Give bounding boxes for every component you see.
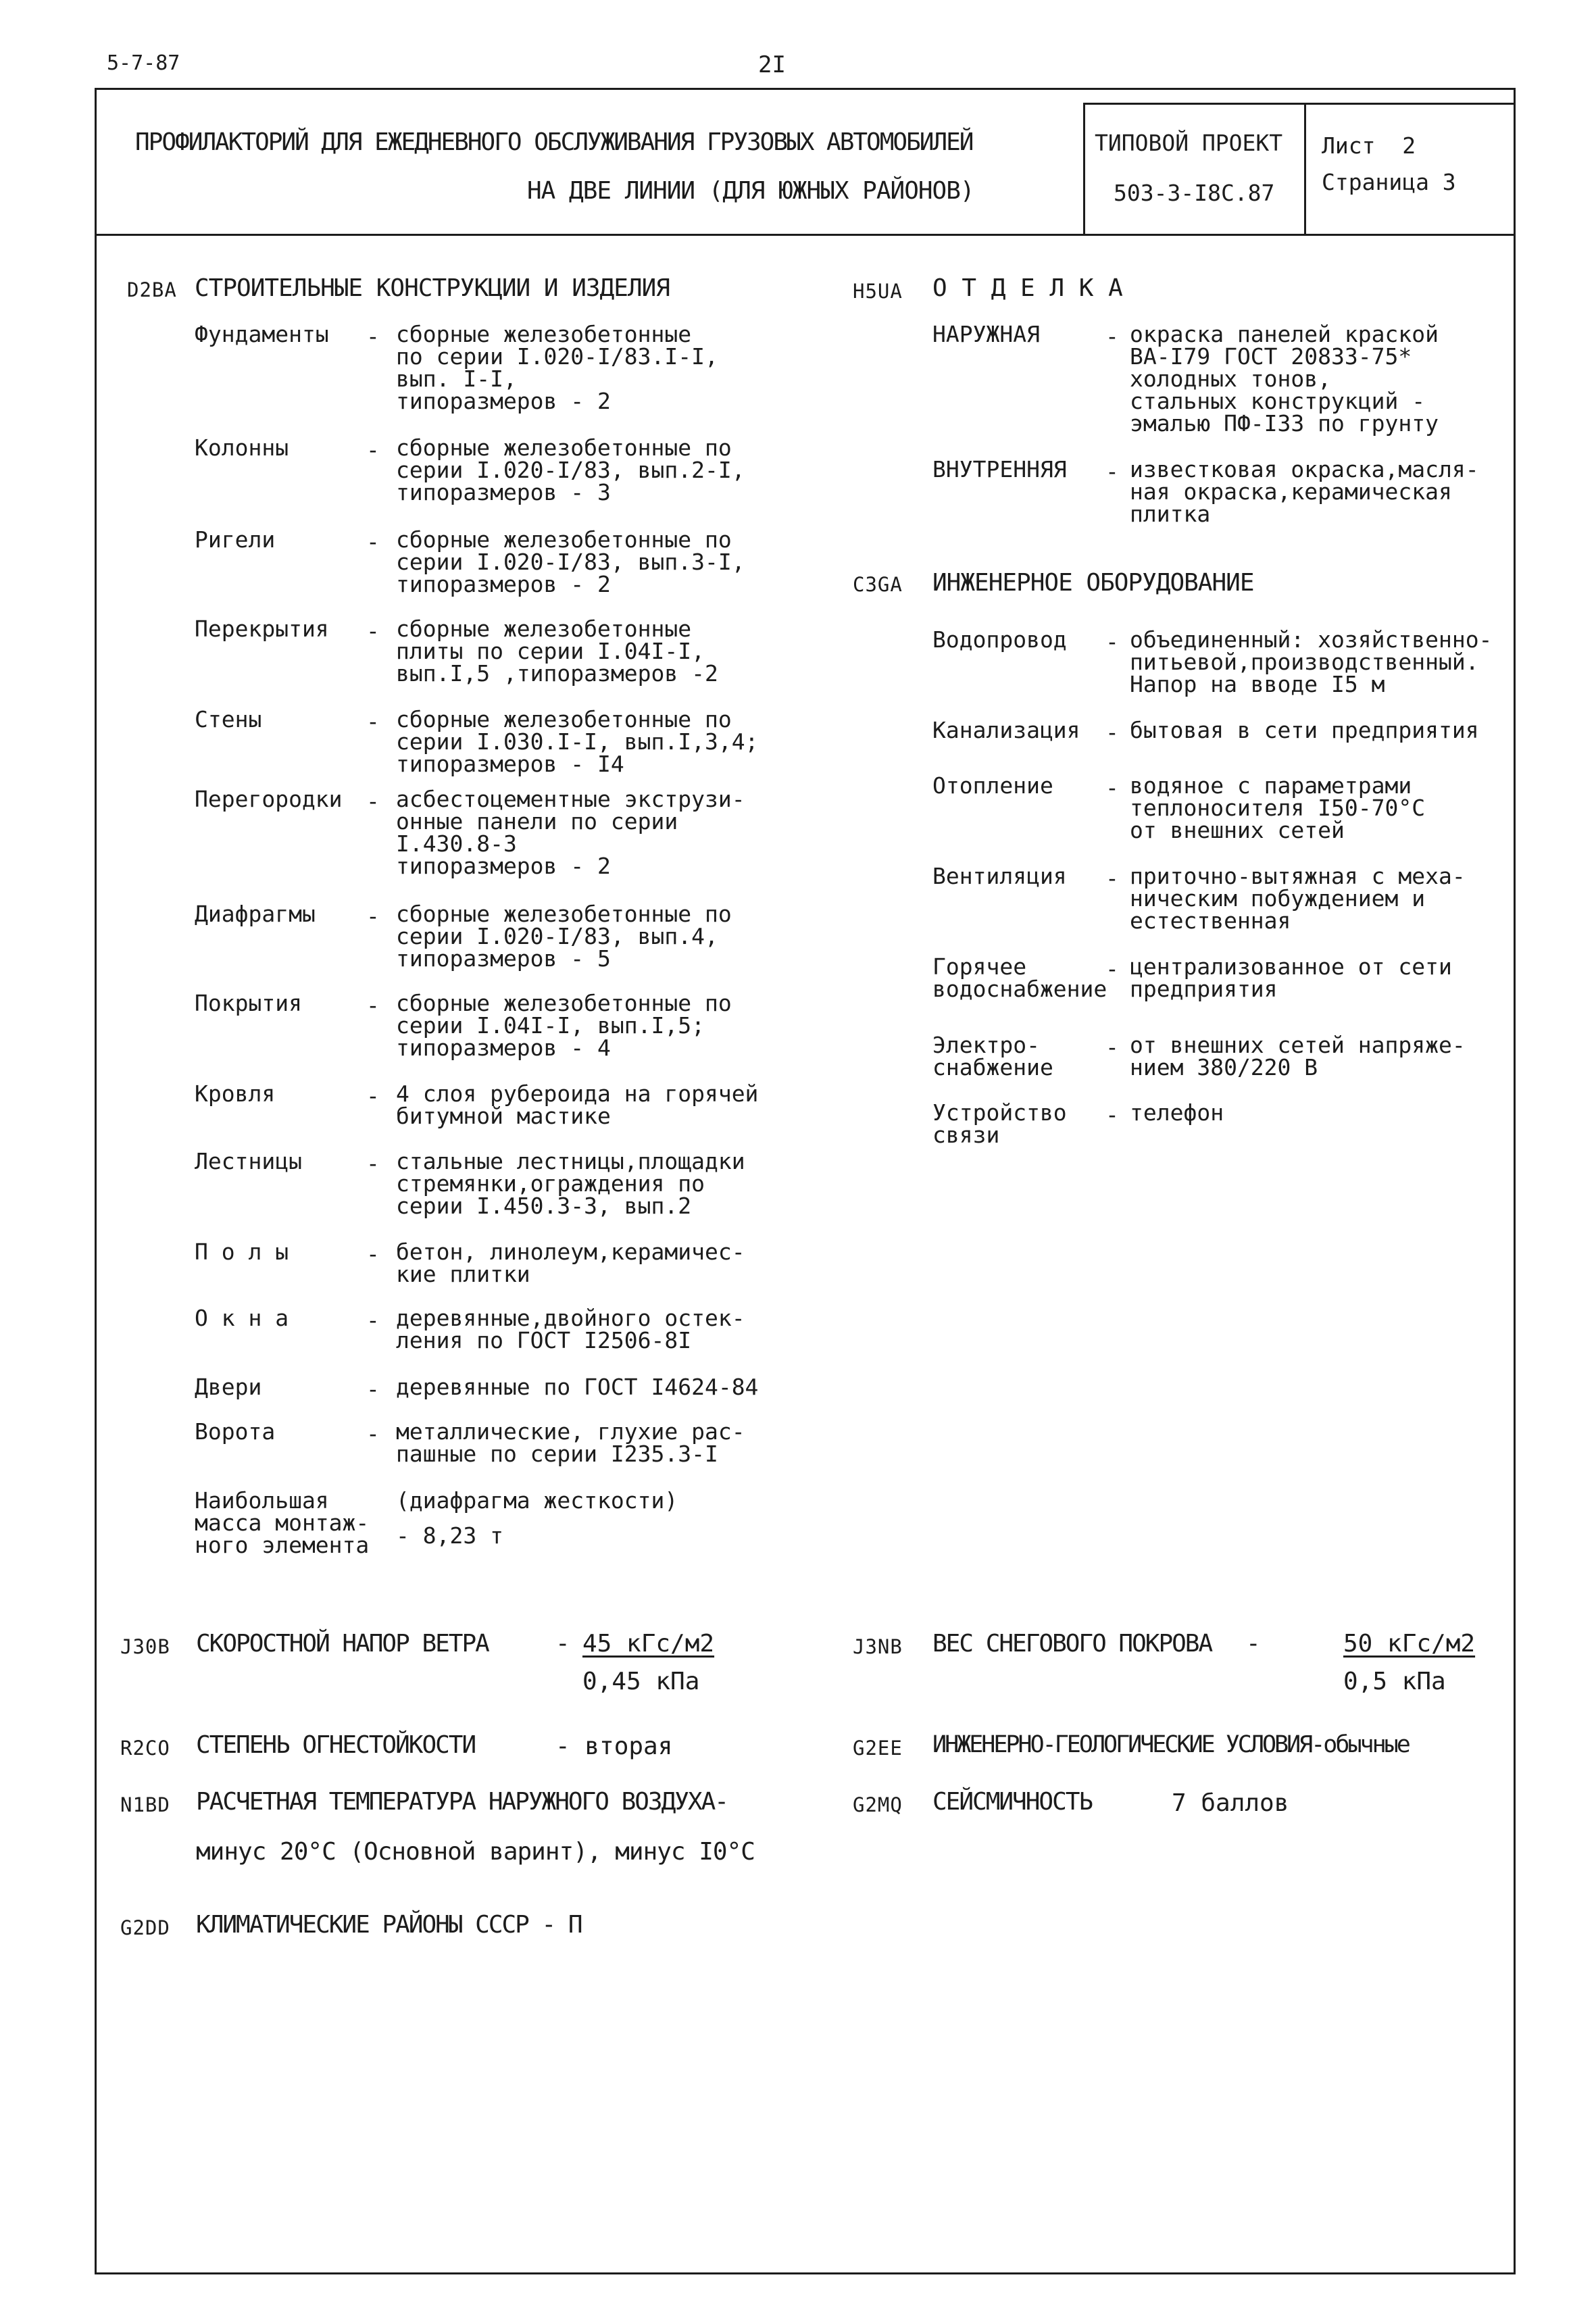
item-label: Диафрагмы <box>195 901 316 927</box>
item-label: Водопровод <box>932 626 1067 653</box>
item-value: сборные железобетонные по серии I.020-I/83, вып.3-I, типоразмеров - 2 <box>396 526 745 597</box>
item-value: сборные железобетонные плиты по серии I.04I-I, вып.I,5 ,типоразмеров -2 <box>396 616 718 687</box>
wind-value-kgs: 45 кГс/м2 <box>582 1630 715 1658</box>
item-dash: - <box>366 708 380 735</box>
item-value: телефон <box>1130 1099 1224 1126</box>
fire-code: R2CO <box>120 1737 170 1760</box>
title-block-divider <box>1083 103 1514 105</box>
item-label: Лестницы <box>195 1148 302 1174</box>
item-dash: - <box>366 1241 380 1267</box>
section-heading: СТРОИТЕЛЬНЫЕ КОНСТРУКЦИИ И ИЗДЕЛИЯ <box>195 274 670 302</box>
title-block-divider <box>1304 103 1306 234</box>
item-dash: - <box>366 903 380 929</box>
item-value: водяное с параметрами теплоносителя I50-70°С от внешних сетей <box>1130 772 1426 843</box>
section-heading: ИНЖЕНЕРНОЕ ОБОРУДОВАНИЕ <box>932 569 1254 597</box>
temp-code: N1BD <box>120 1793 170 1816</box>
item-label: Фундаменты <box>195 321 329 347</box>
item-label: Колонны <box>195 434 289 461</box>
item-value: сборные железобетонные по серии I.020-I/83, вып.2-I, типоразмеров - 3 <box>396 434 745 505</box>
heaviest-element-note: (диафрагма жесткости) <box>396 1487 678 1514</box>
item-label: Электро- снабжение <box>932 1032 1053 1080</box>
item-dash: - <box>366 788 380 814</box>
seismic-code: G2MQ <box>853 1793 903 1816</box>
item-dash: - <box>1105 1101 1119 1128</box>
item-label: Канализация <box>932 717 1080 743</box>
item-label: Отопление <box>932 772 1053 799</box>
item-dash: - <box>1105 719 1119 745</box>
geology-label: ИНЖЕНЕРНО-ГЕОЛОГИЧЕСКИЕ УСЛОВИЯ-обычные <box>932 1731 1409 1758</box>
item-label: Устройство связи <box>932 1099 1067 1148</box>
climate-regions-label: КЛИМАТИЧЕСКИЕ РАЙОНЫ СССР - П <box>196 1911 582 1939</box>
item-dash: - <box>366 1150 380 1176</box>
project-label: ТИПОВОЙ ПРОЕКТ <box>1095 130 1283 156</box>
item-label: Покрытия <box>195 990 302 1016</box>
snow-value-kgs: 50 кГс/м2 <box>1343 1630 1476 1658</box>
document-code: 5-7-87 <box>107 51 180 75</box>
wind-dash: - <box>555 1630 570 1658</box>
item-dash: - <box>366 1307 380 1333</box>
item-value: сборные железобетонные по серии I.020-I/83.I-I, вып. I-I, типоразмеров - 2 <box>396 321 718 414</box>
project-number: 503-3-I8С.87 <box>1114 180 1275 206</box>
item-label: Двери <box>195 1374 262 1400</box>
item-value: приточно-вытяжная с меха- ническим побуждением и естественная <box>1130 863 1466 934</box>
item-dash: - <box>1105 628 1119 655</box>
item-value: сборные железобетонные по серии I.04I-I, вып.I,5; типоразмеров - 4 <box>396 990 732 1061</box>
item-dash: - <box>366 1420 380 1447</box>
section-heading: О Т Д Е Л К А <box>932 274 1123 302</box>
item-label: Стены <box>195 706 262 732</box>
item-dash: - <box>366 437 380 463</box>
section-code: H5UA <box>853 280 903 303</box>
item-value: бытовая в сети предприятия <box>1130 717 1479 743</box>
item-value: деревянные по ГОСТ I4624-84 <box>396 1374 759 1400</box>
item-label: П о л ы <box>195 1239 289 1265</box>
fire-resistance-label: СТЕПЕНЬ ОГНЕСТОЙКОСТИ <box>196 1731 476 1759</box>
item-value: асбестоцементные экструзи- онные панели по серии I.430.8-3 типоразмеров - 2 <box>396 786 745 879</box>
section-code: C3GA <box>853 573 903 596</box>
page-number: 2I <box>758 51 786 78</box>
document-title-line2: НА ДВЕ ЛИНИИ (ДЛЯ ЮЖНЫХ РАЙОНОВ) <box>527 177 974 205</box>
item-value: 4 слоя рубероида на горячей битумной мастике <box>396 1080 759 1129</box>
heaviest-element-value: - 8,23 т <box>396 1522 503 1549</box>
item-value: металлические, глухие рас- пашные по серии I235.3-I <box>396 1418 745 1467</box>
item-value: бетон, линолеум,керамичес- кие плитки <box>396 1239 745 1287</box>
item-dash: - <box>1105 1034 1119 1060</box>
item-dash: - <box>366 528 380 555</box>
design-temperature-label: РАСЧЕТНАЯ ТЕМПЕРАТУРА НАРУЖНОГО ВОЗДУХА- <box>196 1788 728 1816</box>
item-label: НАРУЖНАЯ <box>932 321 1040 347</box>
item-value: объединенный: хозяйственно- питьевой,производственный. Напор на вводе I5 м <box>1130 626 1493 697</box>
geo-code: G2EE <box>853 1737 903 1760</box>
seismicity-label: СЕЙСМИЧНОСТЬ <box>932 1788 1093 1816</box>
item-label: Горячее водоснабжение <box>932 953 1107 1002</box>
snow-value-kpa: 0,5 кПа <box>1343 1668 1446 1695</box>
item-value: сборные железобетонные по серии I.020-I/83, вып.4, типоразмеров - 5 <box>396 901 732 972</box>
item-dash: - <box>1105 955 1119 982</box>
wind-value-kpa: 0,45 кПа <box>582 1668 700 1695</box>
climate-code: G2DD <box>120 1916 170 1939</box>
item-label: Перекрытия <box>195 616 329 642</box>
item-dash: - <box>1105 774 1119 801</box>
item-dash: - <box>1105 865 1119 891</box>
item-value: от внешних сетей напряже- нием 380/220 В <box>1130 1032 1466 1080</box>
item-label: Вентиляция <box>932 863 1067 889</box>
heaviest-element-label: Наибольшая масса монтаж- ного элемента <box>195 1487 370 1558</box>
item-value: деревянные,двойного остек- ления по ГОСТ I2506-8I <box>396 1305 745 1353</box>
item-value: сборные железобетонные по серии I.030.I-I, вып.I,3,4; типоразмеров - I4 <box>396 706 759 777</box>
item-label: Перегородки <box>195 786 343 812</box>
item-value: известковая окраска,масля- ная окраска,керамическая плитка <box>1130 456 1479 527</box>
snow-dash: - <box>1246 1630 1261 1658</box>
title-block-divider <box>1083 103 1085 234</box>
item-dash: - <box>366 1376 380 1402</box>
snow-label: ВЕС СНЕГОВОГО ПОКРОВА <box>932 1630 1212 1658</box>
item-dash: - <box>366 992 380 1018</box>
item-label: Кровля <box>195 1080 276 1107</box>
item-value: окраска панелей краской ВА-I79 ГОСТ 20833-75* холодных тонов, стальных конструкций - эмалью ПФ-I33 по грунту <box>1130 321 1439 437</box>
seismicity-value: 7 баллов <box>1172 1789 1289 1817</box>
wind-code: J30B <box>120 1635 170 1658</box>
item-dash: - <box>1105 458 1119 484</box>
document-title-line1: ПРОФИЛАКТОРИЙ ДЛЯ ЕЖЕДНЕВНОГО ОБСЛУЖИВАНИЯ ГРУЗОВЫХ АВТОМОБИЛЕЙ <box>135 128 973 156</box>
fire-resistance-value: - вторая <box>555 1733 673 1760</box>
wind-label: СКОРОСТНОЙ НАПОР ВЕТРА <box>196 1630 489 1658</box>
section-code: D2BA <box>127 278 177 301</box>
item-label: Ворота <box>195 1418 276 1445</box>
title-block-divider <box>95 234 1514 236</box>
item-label: Ригели <box>195 526 276 553</box>
item-dash: - <box>366 1082 380 1109</box>
item-dash: - <box>1105 323 1119 349</box>
item-dash: - <box>366 618 380 644</box>
item-label: О к н а <box>195 1305 289 1331</box>
item-label: ВНУТРЕННЯЯ <box>932 456 1067 482</box>
item-value: централизованное от сети предприятия <box>1130 953 1452 1002</box>
item-dash: - <box>366 323 380 349</box>
sheet-label: Лист 2 <box>1322 132 1416 159</box>
page-label: Страница 3 <box>1322 169 1456 195</box>
item-value: стальные лестницы,площадки стремянки,ограждения по серии I.450.3-3, вып.2 <box>396 1148 745 1219</box>
snow-code: J3NB <box>853 1635 903 1658</box>
design-temperature-value: минус 20°С (Основной варинт), минус I0°С <box>196 1838 755 1866</box>
